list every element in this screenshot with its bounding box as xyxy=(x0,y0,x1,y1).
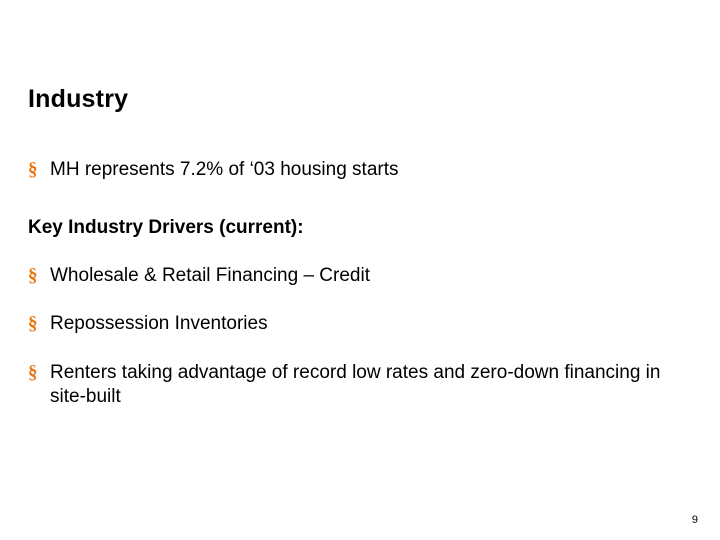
list-item xyxy=(28,312,688,336)
spacer xyxy=(28,288,688,312)
list-item-label: MH represents 7.2% of ‘03 housing starts xyxy=(50,159,399,180)
spacer xyxy=(28,182,688,216)
spacer xyxy=(28,336,688,361)
list-item-label: Wholesale & Retail Financing – Credit xyxy=(50,264,370,286)
list-item-label: Repossession Inventories xyxy=(50,312,268,334)
section-heading-label: Key Industry Drivers (current): xyxy=(28,216,304,238)
list-item xyxy=(28,158,688,182)
slide-body xyxy=(28,158,688,409)
bullet-icon: § xyxy=(28,159,38,180)
bullet-icon: § xyxy=(28,361,38,383)
page-number: 9 xyxy=(691,514,698,526)
page-title: Industry xyxy=(28,85,129,113)
list-item xyxy=(28,264,688,288)
bullet-icon: § xyxy=(28,312,38,334)
list-item xyxy=(28,361,688,409)
section-heading xyxy=(28,216,688,240)
spacer xyxy=(28,240,688,264)
bullet-icon: § xyxy=(28,264,38,286)
list-item-label: Renters taking advantage of record low rates and zero-down financing in site-built xyxy=(50,361,661,407)
